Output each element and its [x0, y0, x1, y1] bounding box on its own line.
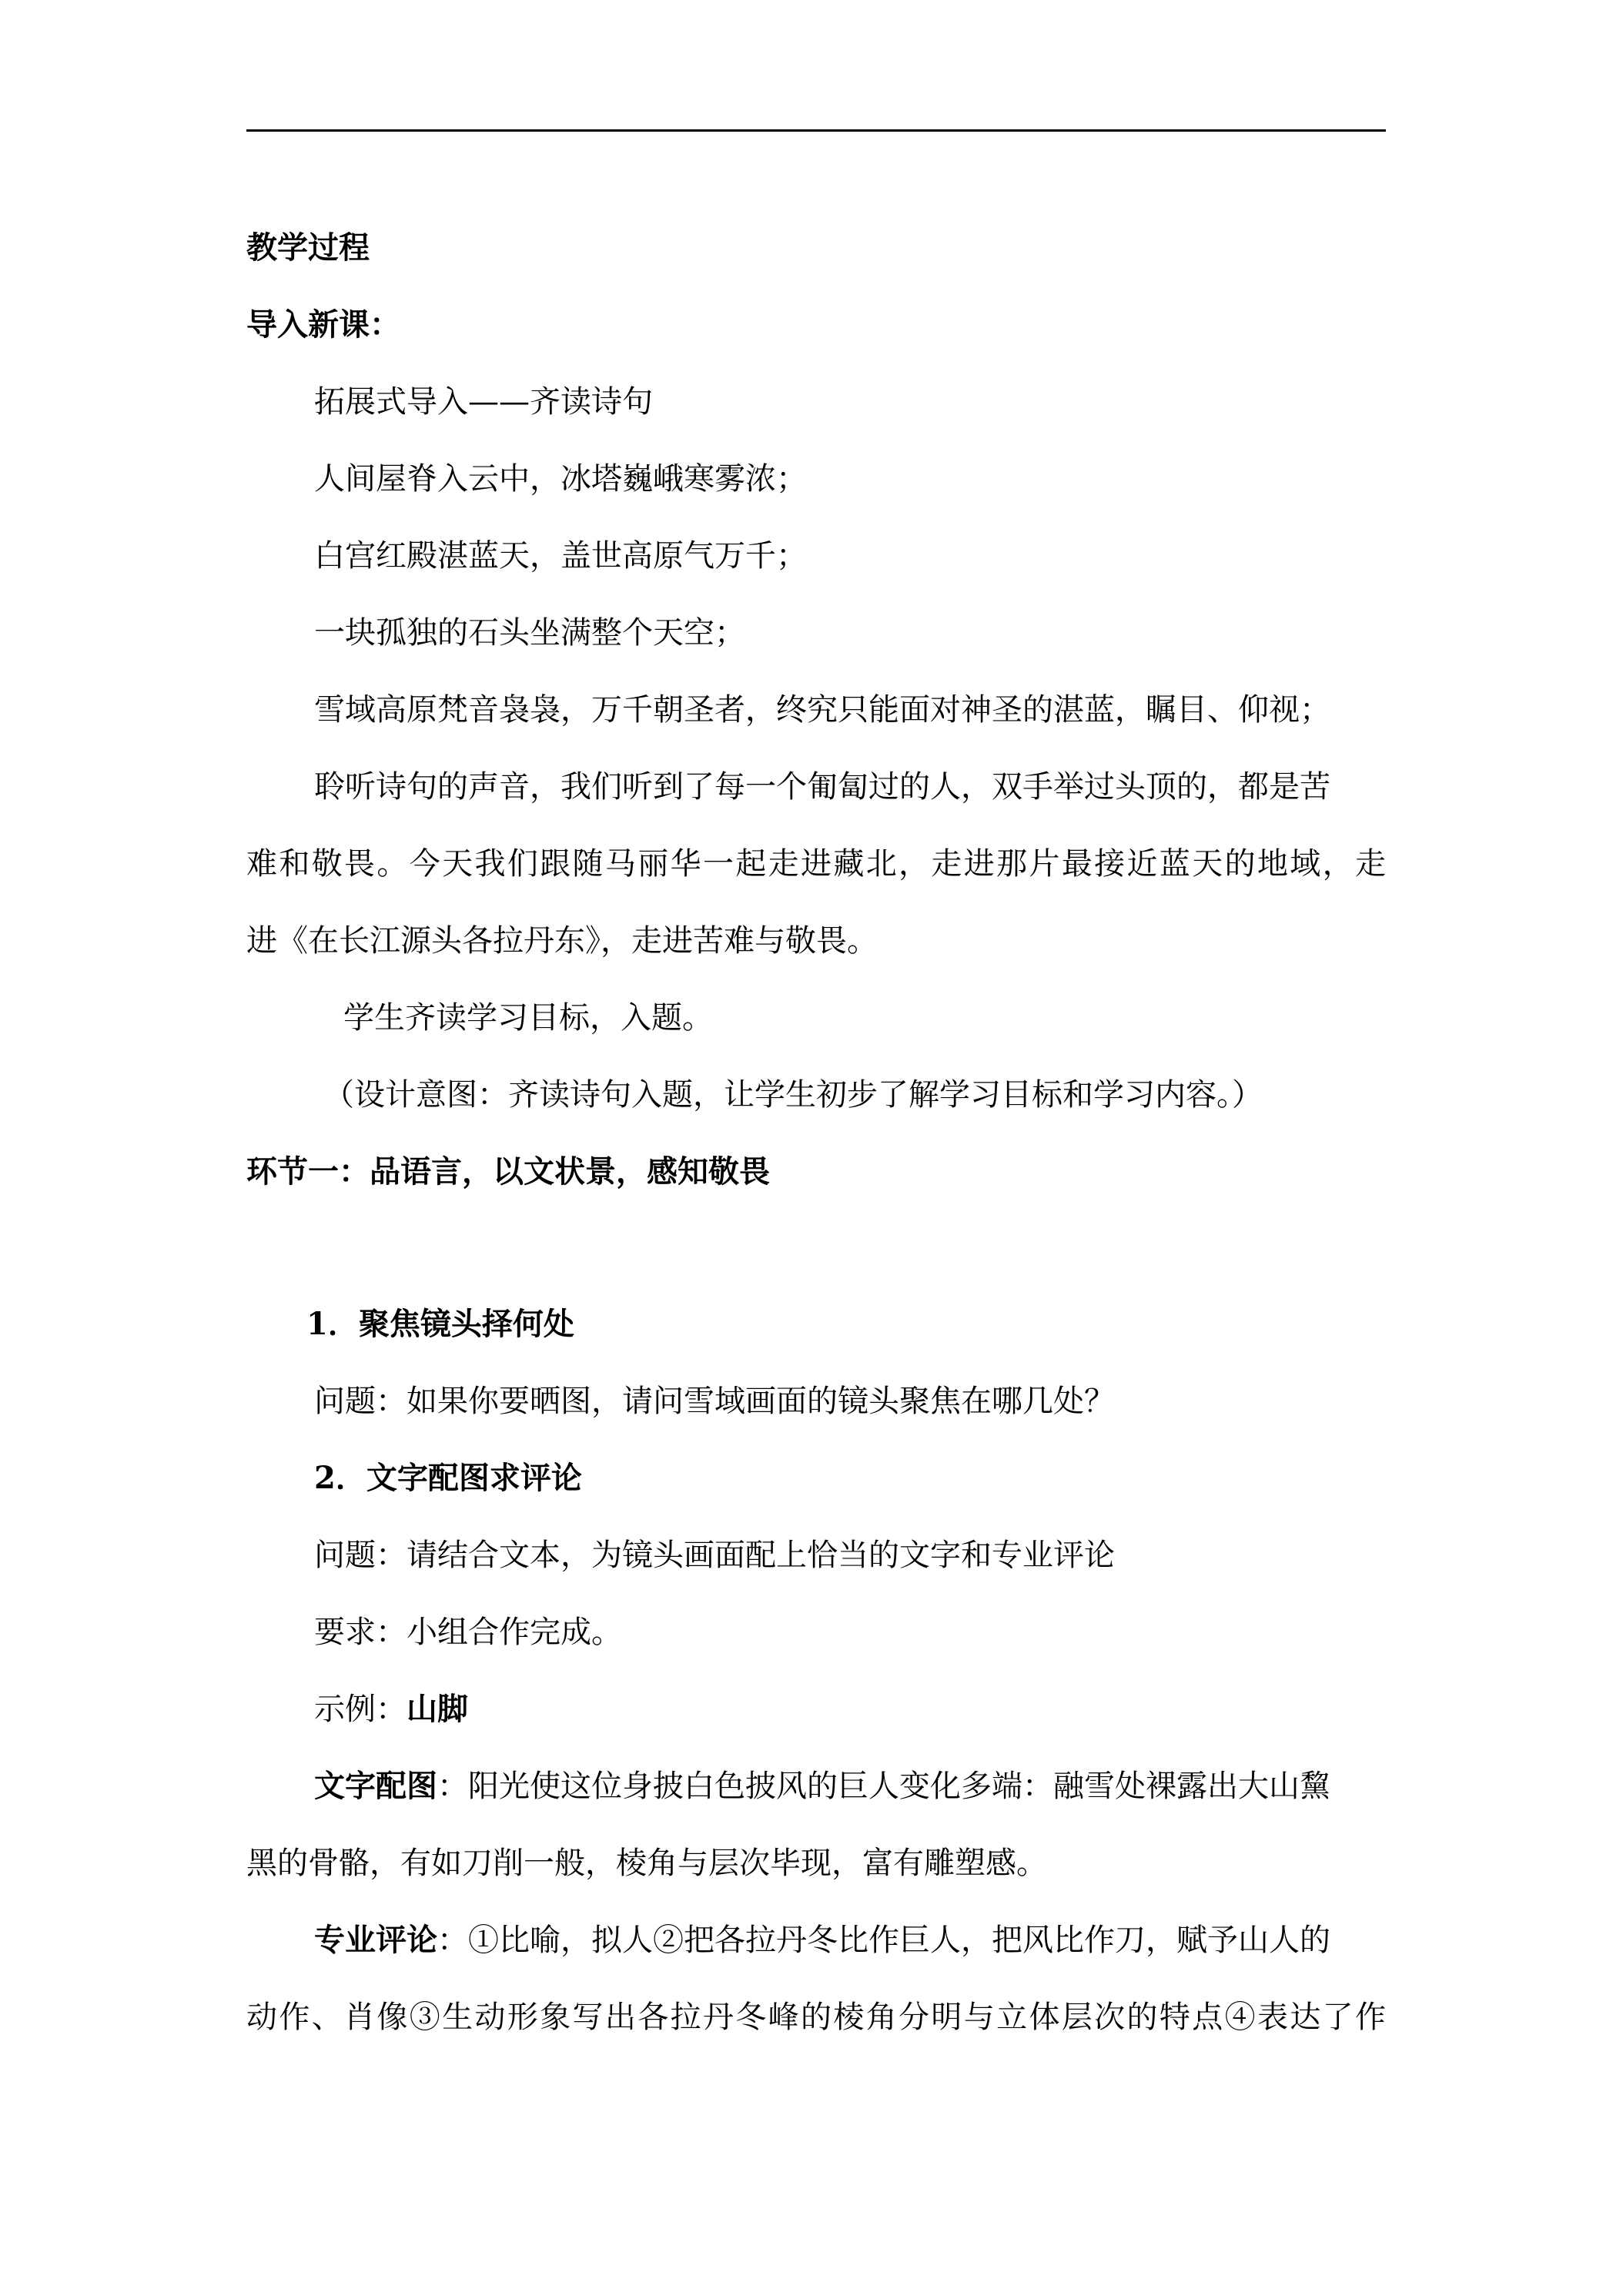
- caption-line: [314, 1768, 1330, 1805]
- header-rule: [246, 129, 1386, 132]
- comment-text: ：①比喻，拟人②把各拉丹冬比作巨人，把风比作刀，赋予山人的: [437, 1923, 1330, 1958]
- caption-text: ：阳光使这位身披白色披风的巨人变化多端：融雪处裸露出大山黧: [437, 1769, 1330, 1804]
- poem-line: 雪域高原梵音袅袅，万千朝圣者，终究只能面对神圣的湛蓝，瞩目、仰视；: [314, 692, 1330, 728]
- intro-paragraph-line: 难和敬畏。今天我们跟随马丽华一起走进藏北，走进那片最接近蓝天的地域，走: [246, 846, 1386, 882]
- item-2-question: 问题：请结合文本，为镜头画面配上恰当的文字和专业评论: [314, 1538, 1115, 1573]
- example-line: [314, 1691, 468, 1728]
- poem-line: 一块孤独的石头坐满整个天空；: [314, 615, 745, 651]
- requirement-line: 要求：小组合作完成。: [314, 1615, 622, 1650]
- comment-line: [314, 1922, 1330, 1959]
- intro-paragraph-line: 聆听诗句的声音，我们听到了每一个匍匐过的人，双手举过头顶的，都是苦: [314, 769, 1330, 805]
- intro-line: 拓展式导入——齐读诗句: [314, 384, 653, 420]
- poem-line: 人间屋脊入云中，冰塔巍峨寒雾浓；: [314, 461, 807, 497]
- design-note: （设计意图：齐读诗句入题，让学生初步了解学习目标和学习内容。）: [323, 1077, 1263, 1113]
- intro-paragraph-line: 进《在长江源头各拉丹东》，走进苦难与敬畏。: [246, 923, 878, 959]
- caption-line: 黑的骨骼，有如刀削一般，棱角与层次毕现，富有雕塑感。: [246, 1846, 1047, 1881]
- example-label: 示例：: [314, 1692, 407, 1727]
- goal-line: 学生齐读学习目标，入题。: [343, 1000, 713, 1036]
- heading-teaching-process: 教学过程: [246, 229, 370, 266]
- example-value: 山脚: [407, 1691, 468, 1727]
- item-1-title: 1．聚焦镜头择何处: [306, 1306, 574, 1342]
- section-one-heading: 环节一：品语言，以文状景，感知敬畏: [246, 1153, 770, 1190]
- item-2-title: 2．文字配图求评论: [314, 1460, 582, 1496]
- poem-line: 白宫红殿湛蓝天，盖世高原气万千；: [314, 538, 807, 574]
- comment-label: 专业评论: [314, 1922, 437, 1958]
- comment-line: 动作、肖像③生动形象写出各拉丹冬峰的棱角分明与立体层次的特点④表达了作: [246, 2000, 1386, 2035]
- heading-intro-new-lesson: 导入新课：: [246, 306, 400, 343]
- item-1-question: 问题：如果你要晒图，请问雪域画面的镜头聚焦在哪几处？: [314, 1384, 1115, 1419]
- caption-label: 文字配图: [314, 1768, 437, 1804]
